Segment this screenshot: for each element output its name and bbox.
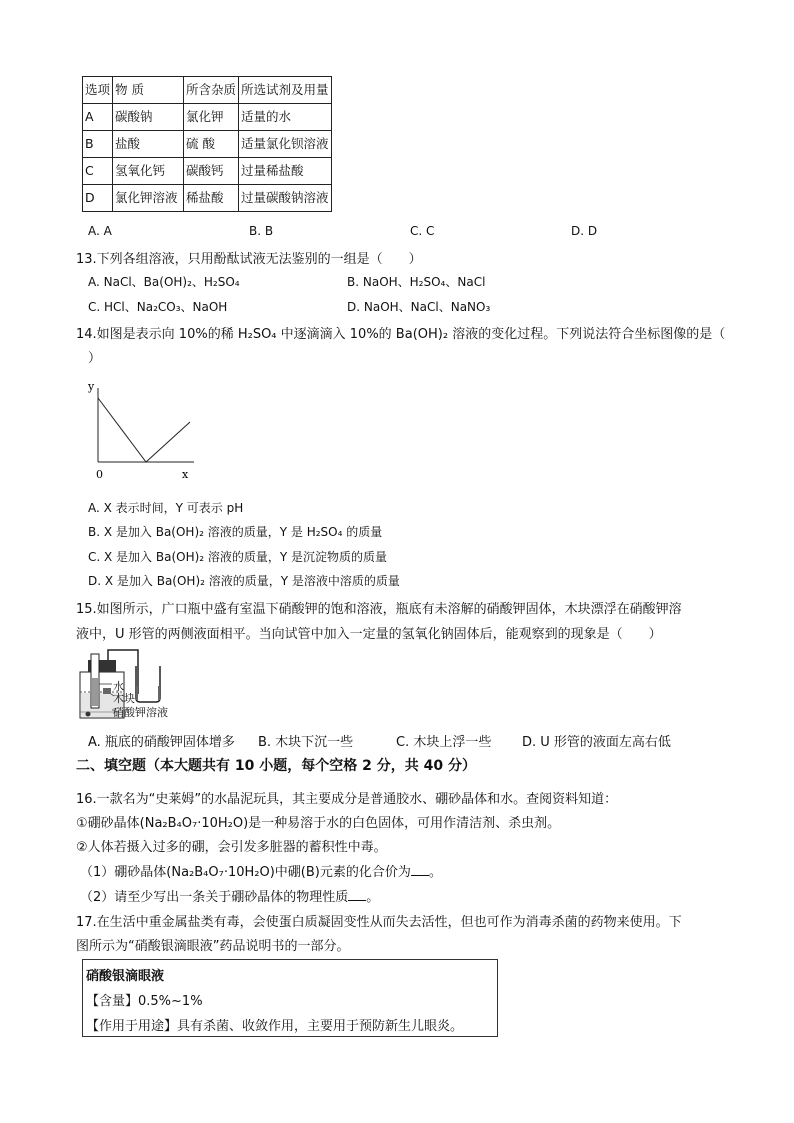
table-header-cell: 物 质 (113, 77, 184, 104)
y-axis-label: y (88, 380, 95, 393)
q12-choice-d: D. D (571, 224, 598, 238)
table-cell: 适量的水 (239, 104, 332, 131)
q15-stem-line2: 液中，U 形管的两侧液面相平。当向试管中加入一定量的氢氧化钠固体后，能观察到的现象是（ ） (76, 627, 662, 642)
q14-graph (86, 378, 198, 482)
table-row (83, 158, 332, 185)
q15-choice-b: B. 木块下沉一些 (258, 735, 354, 750)
q14-stem-line1: 14.如图是表示向 10%的稀 H₂SO₄ 中逐滴滴入 10%的 Ba(OH)₂ 溶液的变化过程。下列说法符合坐标图像的是（ (76, 327, 726, 342)
q16-line2: ①硼砂晶体(Na₂B₄O₇·10H₂O)是一种易溶于水的白色固体，可用作清洁剂、杀虫剂。 (76, 816, 561, 831)
answer-blank[interactable] (411, 864, 429, 876)
q16-sub2 (80, 886, 379, 905)
table-cell: 稀盐酸 (184, 185, 239, 212)
x-axis-label: x (182, 468, 189, 481)
table-cell: B (83, 131, 113, 158)
table-row (83, 131, 332, 158)
table-cell: 氯化钾溶液 (113, 185, 184, 212)
drug-label-title: 硝酸银滴眼液 (86, 969, 165, 984)
table-cell: A (83, 104, 113, 131)
table-cell: 碳酸钙 (184, 158, 239, 185)
q13-choice-b: B. NaOH、H₂SO₄、NaCl (347, 275, 486, 289)
q16-sub2-text: （2）请至少写出一条关于硼砂晶体的物理性质 (80, 890, 349, 905)
q14-choice-c: C. X 是加入 Ba(OH)₂ 溶液的质量，Y 是沉淀物质的质量 (88, 550, 388, 564)
q12-choice-a: A. A (88, 224, 112, 238)
table-cell: 适量氯化钡溶液 (239, 131, 332, 158)
table-row (83, 104, 332, 131)
q16-sub1-text: （1）硼砂晶体(Na₂B₄O₇·10H₂O)中硼(B)元素的化合价为 (80, 865, 411, 880)
table-header-cell: 所含杂质 (184, 77, 239, 104)
q15-stem-line1: 15.如图所示，广口瓶中盛有室温下硝酸钾的饱和溶液，瓶底有未溶解的硝酸钾固体，木块漂浮在硝酸钾溶 (76, 602, 682, 617)
q16-sub1-end: 。 (428, 865, 442, 880)
wooden-block (103, 688, 111, 694)
table-header-cell: 所选试剂及用量 (239, 77, 332, 104)
u-tube (136, 666, 160, 702)
q12-option-table (82, 76, 332, 212)
drug-label-usage: 【作用于用途】具有杀菌、收敛作用，主要用于预防新生儿眼炎。 (86, 1019, 464, 1034)
figure-label-wood: 木块 (113, 692, 135, 705)
q13-choice-d: D. NaOH、NaCl、NaNO₃ (347, 300, 491, 314)
q17-line2: 图所示为“硝酸银滴眼液”药品说明书的一部分。 (76, 939, 350, 954)
table-cell: C (83, 158, 113, 185)
table-cell: 过量稀盐酸 (239, 158, 332, 185)
q14-choice-a: A. X 表示时间，Y 可表示 pH (88, 501, 244, 515)
table-cell: 氢氧化钙 (113, 158, 184, 185)
drug-label-box (82, 959, 498, 1037)
q15-choice-c: C. 木块上浮一些 (396, 735, 492, 750)
q16-sub2-end: 。 (366, 890, 380, 905)
q12-choice-c: C. C (410, 224, 435, 238)
q17-line1: 17.在生活中重金属盐类有毒，会使蛋白质凝固变性从而失去活性，但也可作为消毒杀菌的药物来使用。下 (76, 915, 682, 930)
q14-stem-line2: ） (88, 351, 102, 366)
origin-label: 0 (96, 468, 103, 481)
answer-blank[interactable] (348, 889, 366, 901)
q15-choice-d: D. U 形管的液面左高右低 (522, 735, 671, 750)
q12-choice-b: B. B (249, 224, 274, 238)
graph-curve (98, 398, 190, 462)
q13-stem: 13.下列各组溶液，只用酚酞试液无法鉴别的一组是（ ） (76, 252, 422, 267)
table-cell: 氯化钾 (184, 104, 239, 131)
q16-line1: 16.一款名为“史莱姆”的水晶泥玩具，其主要成分是普通胶水、硼砂晶体和水。查阅资料知道： (76, 792, 618, 807)
q14-choice-d: D. X 是加入 Ba(OH)₂ 溶液的质量，Y 是溶液中溶质的质量 (88, 574, 400, 588)
figure-label-solution: 硝酸钾溶液 (113, 706, 168, 719)
table-header-row (83, 77, 332, 104)
table-cell: 盐酸 (113, 131, 184, 158)
water-in-tube (92, 678, 98, 706)
q15-choice-a: A. 瓶底的硝酸钾固体增多 (88, 735, 235, 750)
drug-label-content: 【含量】0.5%~1% (86, 994, 203, 1009)
figure-label-water: 水 (113, 680, 124, 693)
table-cell: 过量碳酸钠溶液 (239, 185, 332, 212)
q13-choice-c: C. HCl、Na₂CO₃、NaOH (88, 300, 228, 314)
table-cell: 碳酸钠 (113, 104, 184, 131)
table-cell: D (83, 185, 113, 212)
q14-choice-b: B. X 是加入 Ba(OH)₂ 溶液的质量，Y 是 H₂SO₄ 的质量 (88, 525, 383, 539)
q13-choice-a: A. NaCl、Ba(OH)₂、H₂SO₄ (88, 275, 240, 289)
section-title: 二、填空题（本大题共有 10 小题，每个空格 2 分，共 40 分） (76, 758, 476, 774)
table-cell: 硫 酸 (184, 131, 239, 158)
table-row (83, 185, 332, 212)
q16-sub1 (80, 861, 442, 880)
q16-line3: ②人体若摄入过多的硼，会引发多脏器的蓄积性中毒。 (76, 840, 387, 855)
table-header-cell: 选项 (83, 77, 113, 104)
